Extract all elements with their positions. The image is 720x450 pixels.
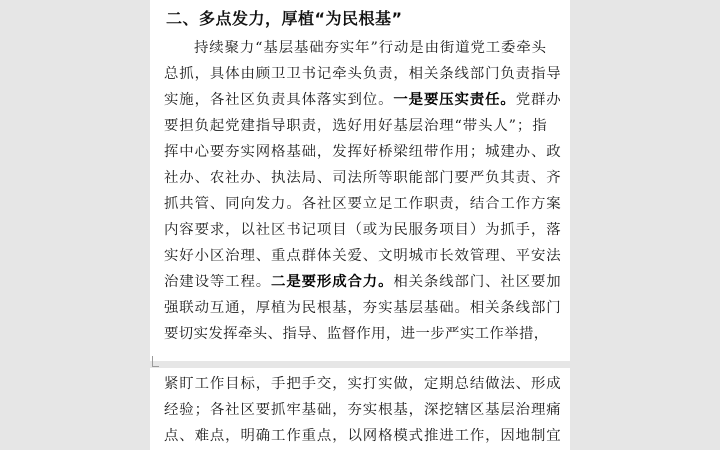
- paragraph-line: 强联动互通，厚植为民根基，夯实基层基础。相关条线部门: [164, 300, 562, 316]
- paragraph-line: 挥中心要夯实网格基础，发挥好桥梁纽带作用；城建办、政: [164, 144, 562, 160]
- paragraph-line: 经验；各社区要抓牢基础，夯实根基，深挖辖区基层治理痛: [164, 402, 562, 418]
- emphasis-text: 二是要形成合力。: [271, 274, 394, 290]
- page-gap: [150, 361, 570, 368]
- paragraph-line: 社办、农社办、执法局、司法所等职能部门要严负其责、齐: [164, 170, 562, 186]
- emphasis-text: 一是要压实责任。: [393, 92, 516, 108]
- paragraph-line: 内容要求，以社区书记项目（或为民服务项目）为抓手，落: [164, 222, 562, 238]
- paragraph-line: 点、难点，明确工作重点，以网格模式推进工作，因地制宜: [164, 428, 562, 444]
- paragraph-line: 持续聚力“基层基础夯实年”行动是由街道党工委牵头: [194, 40, 547, 56]
- paragraph-line: 实好小区治理、重点群体关爱、文明城市长效管理、平安法: [164, 248, 562, 264]
- page-break-marker: [152, 356, 159, 367]
- paragraph-line: 治建设等工程。二是要形成合力。相关条线部门、社区要加: [164, 274, 562, 290]
- paragraph-line: 抓共管、同向发力。各社区要立足工作职责，结合工作方案: [164, 196, 562, 212]
- paragraph-line: 紧盯工作目标，手把手交，实打实做，定期总结做法、形成: [164, 376, 562, 392]
- paragraph-line: 总抓，具体由顾卫卫书记牵头负责，相关条线部门负责指导: [164, 66, 562, 82]
- paragraph-line: 要担负起党建指导职责，选好用好基层治理“带头人”；指: [164, 118, 548, 134]
- paragraph-line: 要切实发挥牵头、指导、监督作用，进一步严实工作举措，: [164, 326, 549, 342]
- paragraph-line: 实施，各社区负责具体落实到位。一是要压实责任。党群办: [164, 92, 562, 108]
- section-heading: 二、多点发力，厚植“为民根基”: [166, 9, 403, 28]
